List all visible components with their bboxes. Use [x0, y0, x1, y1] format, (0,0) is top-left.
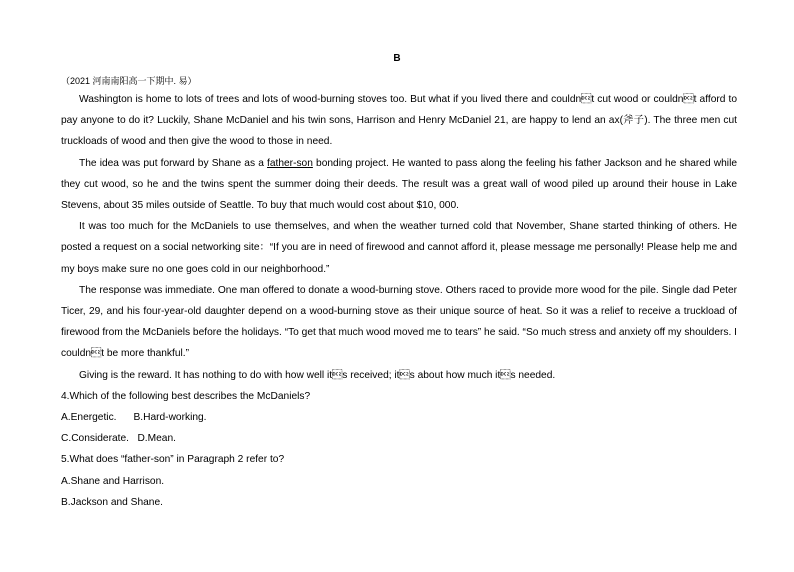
paragraph-2-start: The idea was put forward by Shane as a — [79, 157, 268, 169]
paragraph-3: It was too much for the McDaniels to use themselves, and when the weather turned cold that November, Shane started thinking of others. He posted a request on a social networking site：“If you are in need of firewood and cannot afford it, please message me personally! Please help me and my boys make sure no one goes cold in our neighborhood.” — [61, 221, 737, 275]
paragraph-4: The response was immediate. One man offered to donate a wood-burning stove. Others raced to provide more wood for the pile. Single dad Peter Ticer, 29, and his four-year-old daughter depend on a wood-burning stove as their unique source of heat. So it was a relief to receive a truckload of firewood from the McDaniels before the holidays. “To get that much wood moved me to tears” he said. “So much stress and anxiety off my shoulders. I couldnt be more thankful.” — [61, 284, 737, 360]
reading-content — [61, 89, 737, 513]
question-4-stem: 4.Which of the following best describes the McDaniels? — [61, 390, 311, 402]
paragraph-5: Giving is the reward. It has nothing to do with how well its received; its about how much its needed. — [79, 369, 556, 381]
paragraph-2-end: bonding project. He wanted to pass along the feeling his father Jackson and he shared while they cut wood, so he and the twins spent the summer doing their deeds. The result was a great wall of wood piled up around their house in Lake Stevens, about 35 miles outside of Seattle. To buy that much would cost about $10, 000. — [61, 157, 738, 212]
question-5-option-b: B.Jackson and Shane. — [61, 496, 163, 508]
paragraph-1: Washington is home to lots of trees and lots of wood-burning stoves too. But what if you lived there and couldnt cut wood or couldnt afford to pay anyone to do it? Luckily, Shane McDaniel and his twin sons, Harrison and Henry McDaniel 21, are happy to lend an ax(斧子). The three men cut truckloads of wood and then give the wood to those in need. — [61, 94, 737, 148]
question-4-options-cd: C.Considerate. D.Mean. — [61, 433, 176, 445]
question-5-stem: 5.What does “father-son” in Paragraph 2 refer to? — [61, 454, 285, 466]
source-note: （2021 河南南阳高一下期中. 易） — [61, 76, 197, 86]
underlined-term: father-son — [267, 157, 313, 169]
section-title: B — [393, 53, 401, 64]
question-4-options-ab: A.Energetic. B.Hard-working. — [61, 412, 207, 424]
question-5-option-a: A.Shane and Harrison. — [61, 475, 165, 487]
paragraph-2 — [61, 153, 737, 217]
